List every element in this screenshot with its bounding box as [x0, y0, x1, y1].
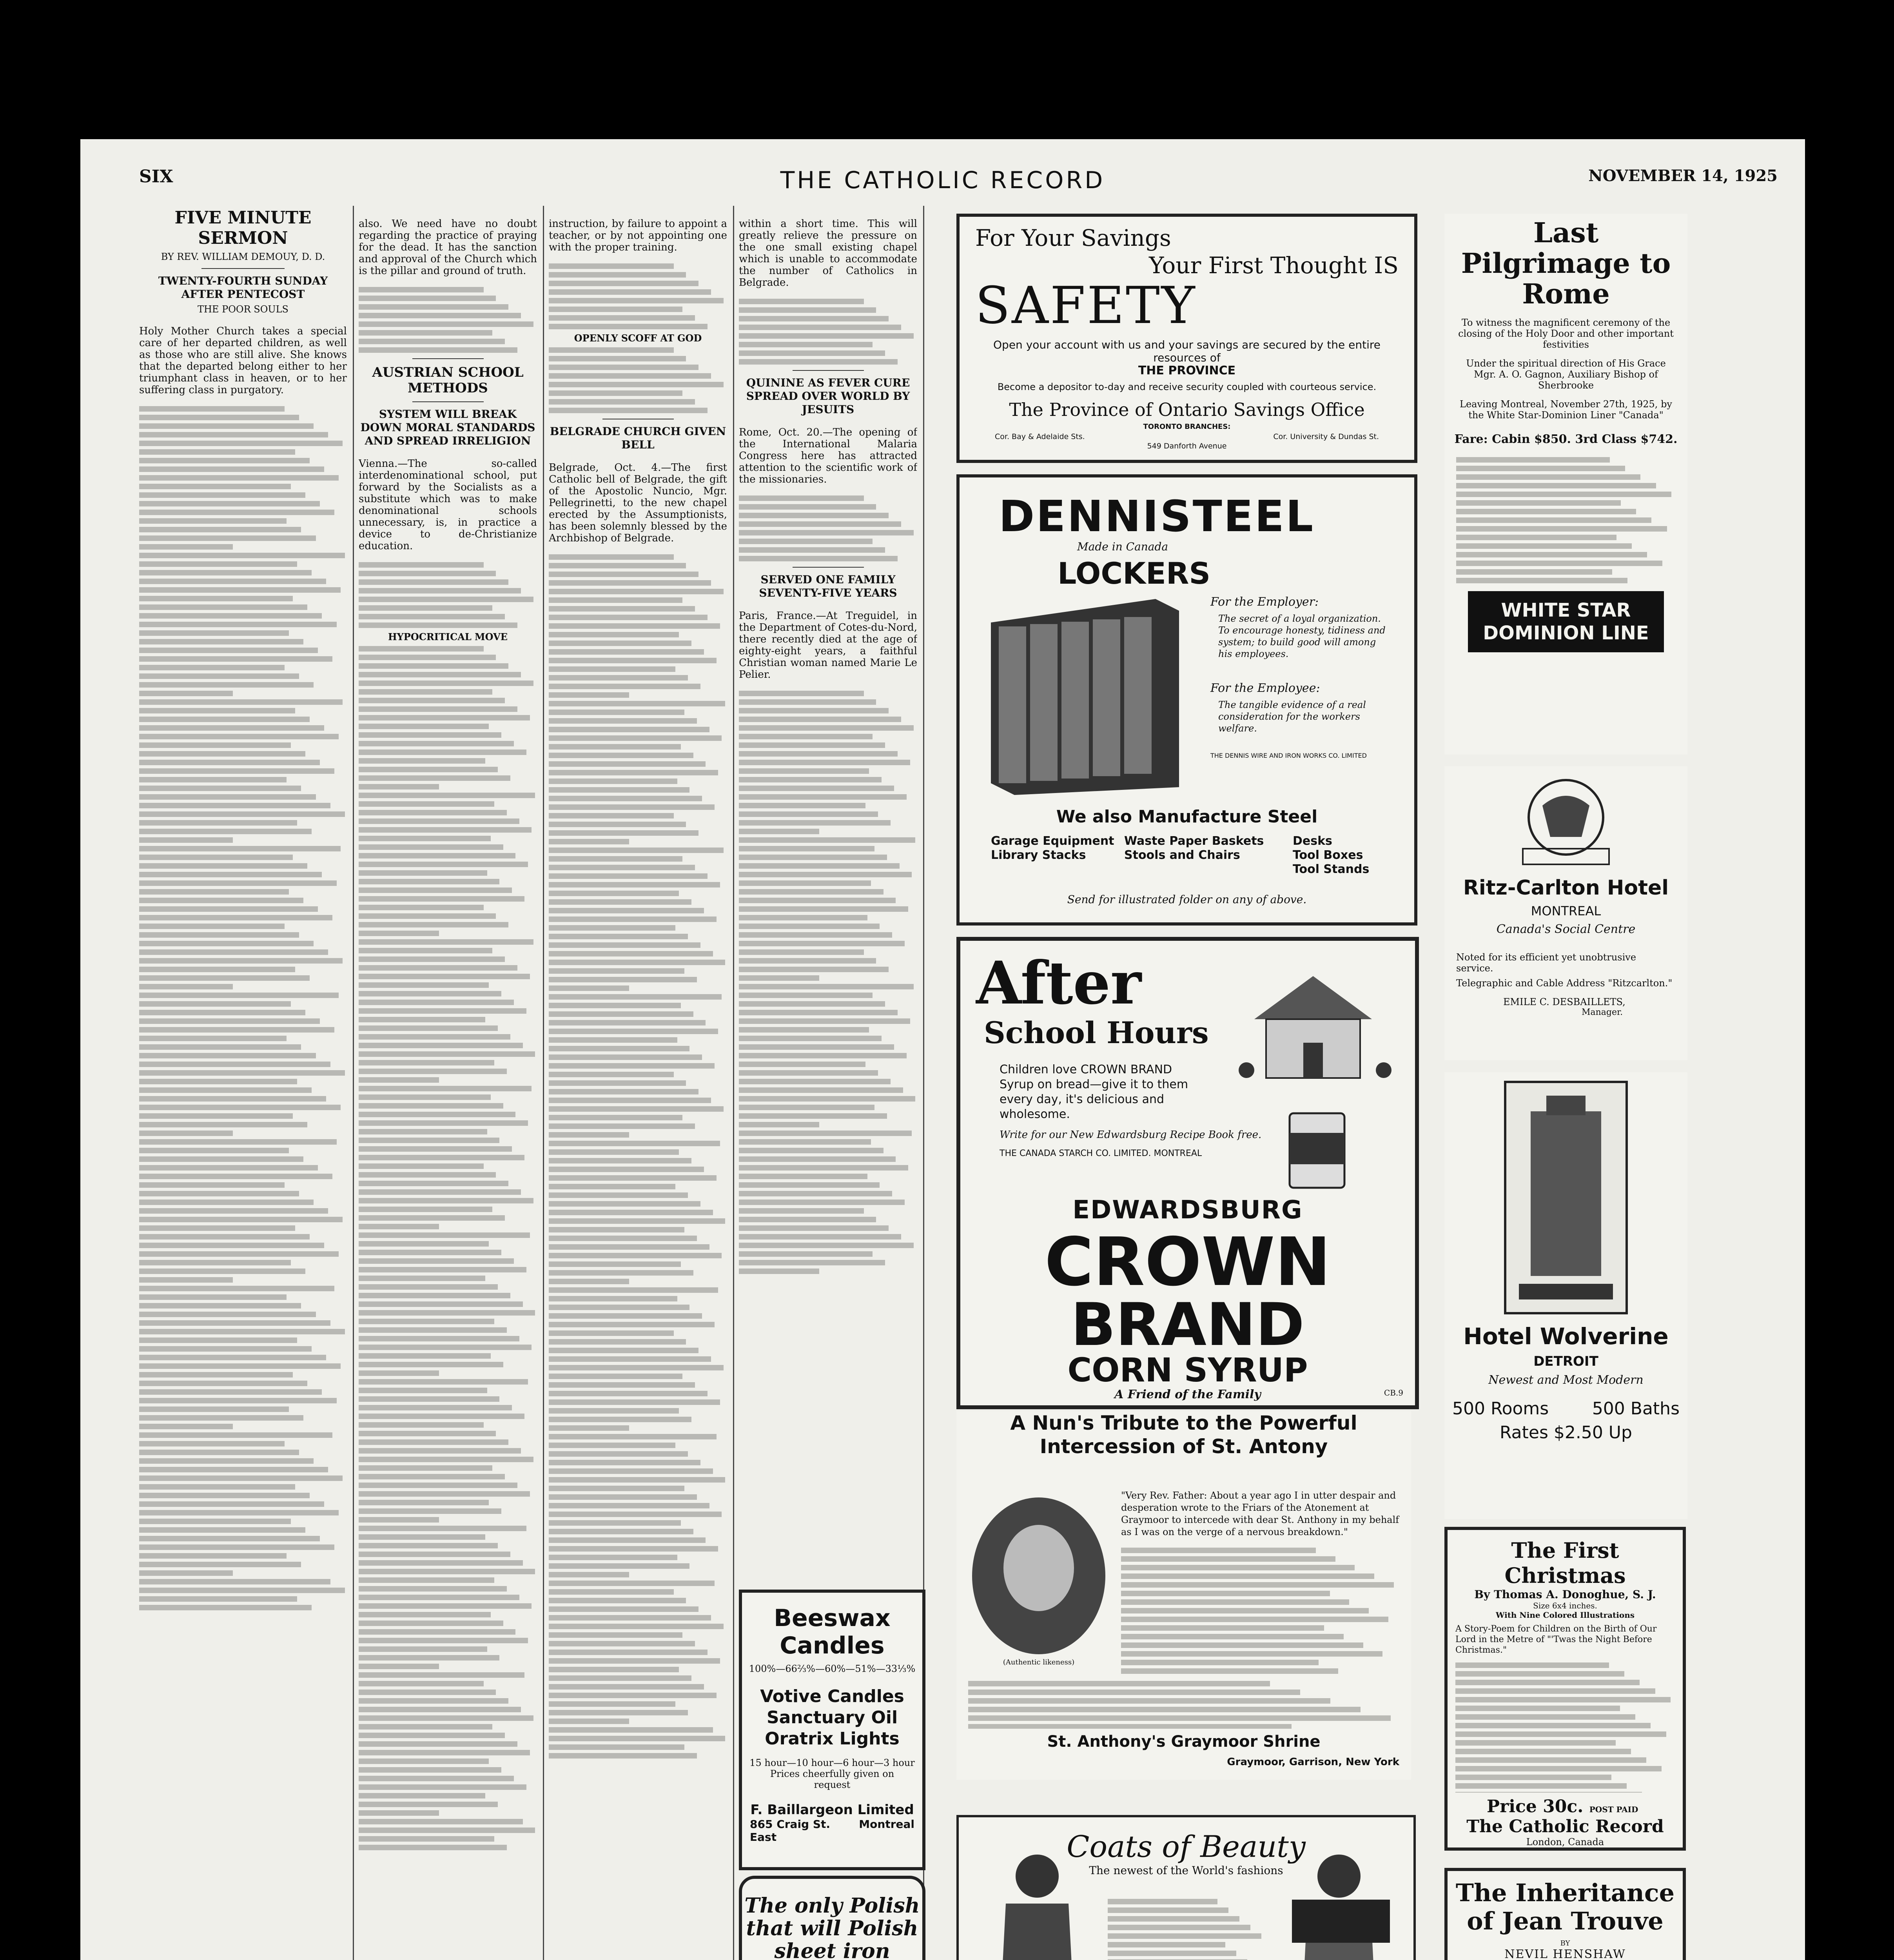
family-headline: SERVED ONE FAMILY SEVENTY-FIVE YEARS: [759, 573, 897, 599]
woman-coat-illustration: [967, 1841, 1096, 1960]
ad-headline: The Inheritance of Jean Trouve: [1455, 1878, 1675, 1935]
masthead: [80, 139, 1805, 194]
ad-body: 15 hour—10 hour—6 hour—3 hour: [749, 1757, 915, 1768]
ad-body: Under the spiritual direction of His Grace Mgr. A. O. Gagnon, Auxiliary Bishop of Sherbrooke: [1466, 358, 1666, 391]
sermon-byline: BY REV. WILLIAM DEMOUY, D. D.: [161, 251, 325, 262]
column-rule: [353, 206, 354, 1960]
body-text: [549, 554, 727, 1759]
ad-item: Tool Stands: [1293, 862, 1370, 876]
ad-headline: sheet iron: [774, 1939, 890, 1960]
ad-headline: Coats of Beauty: [1067, 1829, 1306, 1864]
ad-body: For the Employer:: [1210, 595, 1319, 609]
ad-price: [1448, 1793, 1683, 1817]
ad-body: St. Anthony's Graymoor Shrine: [1047, 1733, 1321, 1751]
column-sermon: [139, 208, 347, 1960]
ad-body: Telegraphic and Cable Address "Ritzcarlton.": [1456, 978, 1673, 989]
ad-body: F. Baillargeon Limited: [750, 1802, 914, 1818]
ad-body: TORONTO BRANCHES:: [1143, 423, 1231, 431]
ad-body: 500 Baths: [1592, 1399, 1680, 1419]
ad-body: 865 Craig St. East: [750, 1818, 831, 1844]
ad-headline: Beeswax Candles: [774, 1604, 891, 1659]
ad-body: Noted for its efficient yet unobtrusive service.: [1456, 952, 1636, 974]
ad-headline: Ritz-Carlton Hotel: [1463, 876, 1669, 900]
ad-headline: that will Polish: [746, 1916, 918, 1940]
ad-headline: LOCKERS: [1058, 556, 1211, 591]
ad-items: [991, 834, 1114, 862]
ad-body: Newest and Most Modern: [1488, 1373, 1644, 1387]
ad-crown-brand-syrup: [956, 937, 1419, 1409]
page-number: SIX: [139, 167, 173, 187]
ad-body: "Very Rev. Father: About a year ago I in utter despair and desperation wrote to the Friars of the Atonement at Graymoor to intercede with dear St. Anthony in my behalf as I was on the verge of a nervous breakdown.": [1121, 1490, 1399, 1537]
ad-body: Fare: Cabin $850. 3rd Class $742.: [1454, 432, 1678, 446]
ad-body: Open your account with us and your savings are secured by the entire resources of: [993, 338, 1381, 364]
issue-date: NOVEMBER 14, 1925: [1588, 167, 1778, 185]
ad-body: 100%—66⅔%—60%—51%—33⅓%: [749, 1663, 916, 1674]
ad-headline: After: [976, 949, 1142, 1018]
ad-body: Write for our New Edwardsburg Recipe Book free.: [1000, 1129, 1262, 1141]
body-text: [1444, 454, 1687, 583]
body-text: [549, 263, 727, 329]
body-text: [1121, 1544, 1399, 1674]
body-text: [739, 691, 917, 1276]
body-text: [139, 406, 347, 1610]
ad-body: Manager.: [1582, 1007, 1623, 1017]
ad-line: For Your Savings: [975, 225, 1171, 251]
ad-body: Votive Candles: [760, 1686, 904, 1706]
ad-body: The secret of a loyal organization. To encourage honesty, tidiness and system; to build good will among his employees.: [1218, 613, 1386, 659]
body-text: [549, 347, 727, 413]
ad-body: Send for illustrated folder on any of above.: [1067, 893, 1307, 906]
ad-item: Stools and Chairs: [1124, 848, 1240, 862]
ad-body: For the Employee:: [1210, 681, 1320, 695]
ad-caption: (Authentic likeness): [1003, 1658, 1075, 1666]
ad-body: 549 Danforth Avenue: [1147, 442, 1227, 450]
ad-headline: School Hours: [984, 1015, 1209, 1050]
sermon-lead: Holy Mother Church takes a special care of her departed children, as well as those who are still alive. She knows that the departed belong either to her triumphant class in heaven, or to her suffering class in purgatory.: [139, 325, 347, 396]
ad-headline: EDWARDSBURG: [1072, 1196, 1303, 1225]
ad-body: To witness the magnificent ceremony of the closing of the Holy Door and other important festivities: [1458, 317, 1674, 350]
ad-hallam-coats: [956, 1815, 1416, 1960]
ad-body: Made in Canada: [1077, 540, 1168, 553]
ad-body: THE PROVINCE: [1138, 364, 1236, 377]
ad-body: Montreal: [859, 1818, 914, 1831]
ad-hotel-wolverine: [1444, 1072, 1687, 1519]
ad-body: Canada's Social Centre: [1496, 922, 1636, 936]
col3-sub1: OPENLY SCOFF AT GOD: [574, 332, 702, 344]
ad-headline: Last Pilgrimage to Rome: [1461, 216, 1671, 310]
ad-headline: CROWN: [1045, 1223, 1331, 1301]
ad-body: BY: [1560, 1939, 1570, 1947]
ad-body: A Story-Poem for Children on the Birth of Our Lord in the Metre of "'Twas the Night Before Christmas.": [1455, 1624, 1657, 1655]
ad-body: Rates $2.50 Up: [1500, 1423, 1632, 1443]
ritz-crest-icon: [1507, 770, 1625, 872]
col2-lead: also. We need have no doubt regarding the practice of praying for the dead. It has the sanction and approval of the Church which is the pillar and ground of truth.: [359, 218, 537, 277]
austrian-headline: AUSTRIAN SCHOOL METHODS: [372, 365, 524, 396]
austrian-deck: SYSTEM WILL BREAK DOWN MORAL STANDARDS AND SPREAD IRRELIGION: [360, 408, 535, 447]
ad-body: Graymoor, Garrison, New York: [1227, 1756, 1399, 1768]
newspaper-page: [80, 139, 1805, 1960]
ad-body: Price 30c.: [1487, 1797, 1584, 1817]
ad-ritz-carlton: [1444, 766, 1687, 1060]
family-dateline: Paris, France.—At Treguidel, in the Department of Cotes-du-Nord, there recently died at the age of eighty-eight years, a faithful Christian woman named Marie Le Pelier.: [739, 610, 917, 681]
ad-body: London, Canada: [1526, 1837, 1604, 1847]
ad-body: 500 Rooms: [1452, 1399, 1549, 1419]
sermon-section: THE POOR SOULS: [197, 304, 288, 315]
ad-st-anthony: [956, 1411, 1411, 1780]
ad-first-christmas: [1444, 1527, 1686, 1851]
column-quinine: [739, 208, 917, 1276]
body-text: [359, 562, 537, 628]
ad-jean-trouve: [1444, 1868, 1686, 1960]
austrian-dateline: Vienna.—The so-called interdenominational school, put forward by the Socialists as a substitute which was to make denominational schools unnecessary, is, in practice a device to de-Christianize education.: [359, 458, 537, 552]
lockers-illustration: [983, 599, 1187, 795]
hotel-building-illustration: [1503, 1080, 1629, 1315]
ad-headline: SAFETY: [975, 276, 1197, 335]
quinine-dateline: Rome, Oct. 20.—The opening of the International Malaria Congress here has attracted attention to the scientific work of the missionaries.: [739, 426, 917, 485]
ad-body: A Friend of the Family: [1114, 1388, 1261, 1401]
ad-body: Children love CROWN BRAND Syrup on bread—give it to them every day, it's delicious and wholesome.: [1000, 1063, 1188, 1121]
body-text: [359, 287, 537, 353]
ad-item: Tool Boxes: [1293, 848, 1363, 862]
ad-body: With Nine Colored Illustrations: [1495, 1610, 1635, 1620]
ad-headline: The First Christmas: [1504, 1538, 1626, 1588]
sermon-subtitle: TWENTY-FOURTH SUNDAY AFTER PENTECOST: [158, 274, 328, 301]
ad-body: EMILE C. DESBAILLETS,: [1503, 996, 1626, 1007]
syrup-tin-illustration: [1282, 1105, 1352, 1192]
ad-item: Garage Equipment: [991, 834, 1114, 848]
woman-coat-illustration: [1276, 1841, 1406, 1960]
ad-headline: DENNISTEEL: [999, 491, 1315, 541]
austrian-sub1: HYPOCRITICAL MOVE: [388, 631, 508, 642]
ad-name: The Province of Ontario Savings Office: [1009, 399, 1365, 420]
ad-body: By Thomas A. Donoghue, S. J.: [1474, 1588, 1656, 1601]
column-belgrade: [549, 208, 727, 1960]
ad-body: MONTREAL: [1531, 904, 1601, 918]
belgrade-dateline: Belgrade, Oct. 4.—The first Catholic bell of Belgrade, the gift of the Apostolic Nuncio, Mgr. Pellegrinetti, to the new chapel erected by the Assumptionists, has been solemnly blessed by the Archbishop of Belgrade.: [549, 462, 727, 544]
ad-body: The newest of the World's fashions: [1089, 1864, 1283, 1877]
ad-body: We also Manufacture Steel: [1056, 807, 1318, 827]
column-austrian: [359, 208, 537, 1960]
belgrade-headline: BELGRADE CHURCH GIVEN BELL: [550, 425, 726, 451]
col4-lead: within a short time. This will greatly relieve the pressure on the one small existing chapel which is unable to accommodate the number of Catholics in Belgrade.: [739, 218, 917, 289]
ad-pilgrimage: [1444, 214, 1687, 755]
ad-headline: Hotel Wolverine: [1463, 1323, 1669, 1350]
body-text: [359, 646, 537, 1850]
ad-items: [1124, 834, 1264, 862]
ad-body: POST PAID: [1589, 1805, 1638, 1814]
ad-body: Cor. Bay & Adelaide Sts.: [995, 432, 1085, 441]
ad-body: Sanctuary Oil: [766, 1708, 898, 1728]
ad-body: Prices cheerfully given on request: [770, 1768, 894, 1790]
body-text: [1108, 1896, 1264, 1960]
ad-code: CB.9: [1384, 1388, 1403, 1397]
ad-body: THE DENNIS WIRE AND IRON WORKS CO. LIMITED: [1210, 752, 1367, 759]
ad-nonsuch-polish: [739, 1876, 925, 1960]
ad-item: Library Stacks: [991, 848, 1086, 862]
nun-portrait: [968, 1490, 1109, 1654]
ad-item: Desks: [1293, 834, 1332, 848]
col3-lead: instruction, by failure to appoint a teacher, or by not appointing one with the proper training.: [549, 218, 727, 253]
ad-body: Cor. University & Dundas St.: [1273, 432, 1379, 441]
body-text: [739, 299, 917, 365]
ad-rooms: [1444, 1399, 1687, 1419]
ad-denniseteel-lockers: [956, 474, 1417, 926]
ad-address: [742, 1818, 922, 1844]
ad-headline: A Nun's Tribute to the Powerful Intercession of St. Antony: [1010, 1412, 1357, 1458]
ad-body: Leaving Montreal, November 27th, 1925, by the White Star-Dominion Liner "Canada": [1460, 399, 1672, 421]
ad-body: Oratrix Lights: [765, 1729, 900, 1749]
ad-headline: The only Polish: [744, 1894, 920, 1918]
ad-body: THE CANADA STARCH CO. LIMITED. MONTREAL: [1000, 1149, 1202, 1158]
ad-body: The tangible evidence of a real consideration for the workers welfare.: [1218, 699, 1366, 734]
ad-body: NEVIL HENSHAW: [1504, 1947, 1626, 1960]
ad-baillargeon-candles: [739, 1590, 925, 1870]
ad-headline: CORN SYRUP: [1067, 1351, 1308, 1389]
body-text: [1448, 1659, 1683, 1793]
ad-body: Become a depositor to-day and receive security coupled with courteous service.: [997, 381, 1377, 392]
column-rule: [733, 206, 734, 1960]
ad-headline: BRAND: [1071, 1291, 1304, 1359]
ad-body: Size 6x4 inches.: [1533, 1601, 1597, 1610]
ad-item: Waste Paper Baskets: [1124, 834, 1264, 848]
newspaper-title: THE CATHOLIC RECORD: [780, 167, 1105, 194]
ad-line: Your First Thought IS: [1149, 252, 1399, 279]
ad-body: The Catholic Record: [1466, 1817, 1664, 1837]
ad-province-savings: [956, 214, 1417, 463]
column-rule: [543, 206, 544, 1960]
ad-items: [1293, 834, 1369, 877]
ad-logo: WHITE STAR DOMINION LINE: [1468, 591, 1664, 652]
body-text: [739, 495, 917, 561]
schoolhouse-illustration: [1231, 953, 1399, 1094]
sermon-title: FIVE MINUTE SERMON: [174, 208, 312, 248]
quinine-headline: QUININE AS FEVER CURE SPREAD OVER WORLD BY JESUITS: [746, 376, 910, 416]
body-text: [968, 1678, 1399, 1729]
ad-body: DETROIT: [1533, 1354, 1598, 1369]
